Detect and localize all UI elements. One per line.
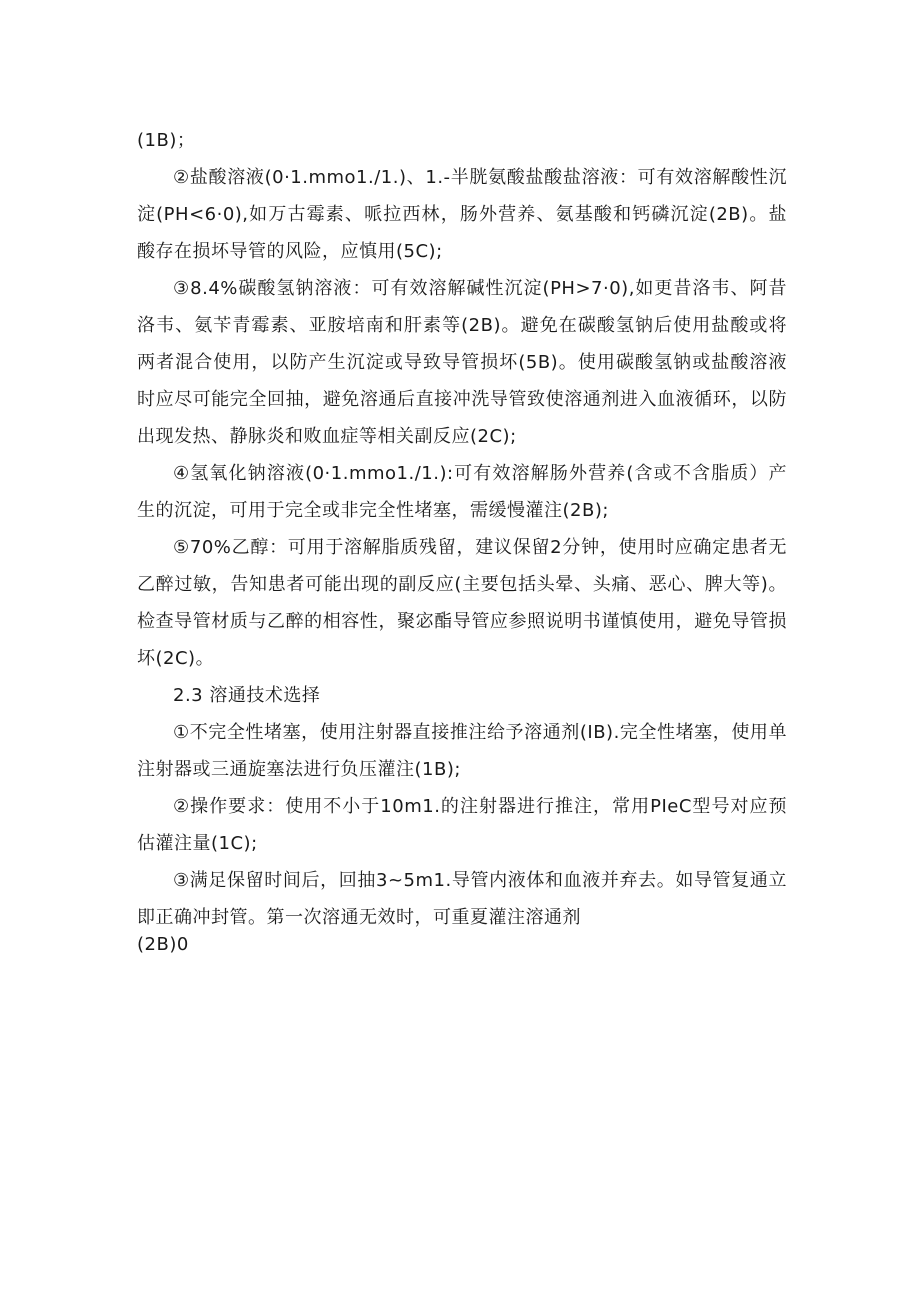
document-body [137, 122, 787, 958]
paragraph-operation-requirements: ②操作要求：使用不小于10m1.的注射器进行推注，常用PIeC型号对应预估灌注量(1C); [137, 796, 787, 854]
paragraph-ref-1b: (1B)； [137, 130, 196, 151]
paragraph-sodium-bicarbonate: ③8.4%碳酸氢钠溶液：可有效溶解碱性沉淀(PH>7·0),如更昔洛韦、阿昔洛韦、氨苄青霉素、亚胺培南和肝素等(2B)。避免在碳酸氢钠后使用盐酸或将两者混合使用，以防产生沉淀或导致导管损坏(5B)。使用碳酸氢钠或盐酸溶液时应尽可能完全回抽，避免溶通后直接冲洗导管致使溶通剂进入血液循环，以防出现发热、静脉炎和败血症等相关副反应(2C); [137, 278, 787, 447]
section-heading-2-3: 2.3 溶通技术选择 [173, 685, 321, 706]
paragraph-incomplete-blockage: ①不完全性堵塞，使用注射器直接推注给予溶通剂(IB).完全性堵塞，使用单注射器或三通旋塞法进行负压灌注(1B); [137, 722, 787, 780]
paragraph-sodium-hydroxide: ④氢氧化钠溶液(0·1.mmo1./1.):可有效溶解肠外营养(含或不含脂质）产生的沉淀，可用于完全或非完全性堵塞，需缓慢灌注(2B); [137, 463, 787, 521]
paragraph-ref-2b: (2B)0 [137, 934, 189, 955]
paragraph-ethanol: ⑤70%乙醇：可用于溶解脂质残留，建议保留2分钟，使用时应确定患者无乙醉过敏，告知患者可能出现的副反应(主要包括头晕、头痛、恶心、脾大等)。检查导管材质与乙醉的相容性，聚宓酯导管应参照说明书谨慎使用，避免导管损坏(2C)。 [137, 537, 787, 669]
paragraph-retention-time: ③满足保留时间后，回抽3~5m1.导管内液体和血液并弃去。如导管复通立即正确冲封管。第一次溶通无效时，可重夏灌注溶通剂 [137, 870, 787, 928]
paragraph-hydrochloric-acid: ②盐酸溶液(0·1.mmo1./1.)、1.-半胱氨酸盐酸盐溶液：可有效溶解酸性沉淀(PH<6·0),如万古霉素、哌拉西林，肠外营养、氨基酸和钙磷沉淀(2B)。盐酸存在损坏导管的风险，应慎用(5C); [137, 167, 787, 262]
